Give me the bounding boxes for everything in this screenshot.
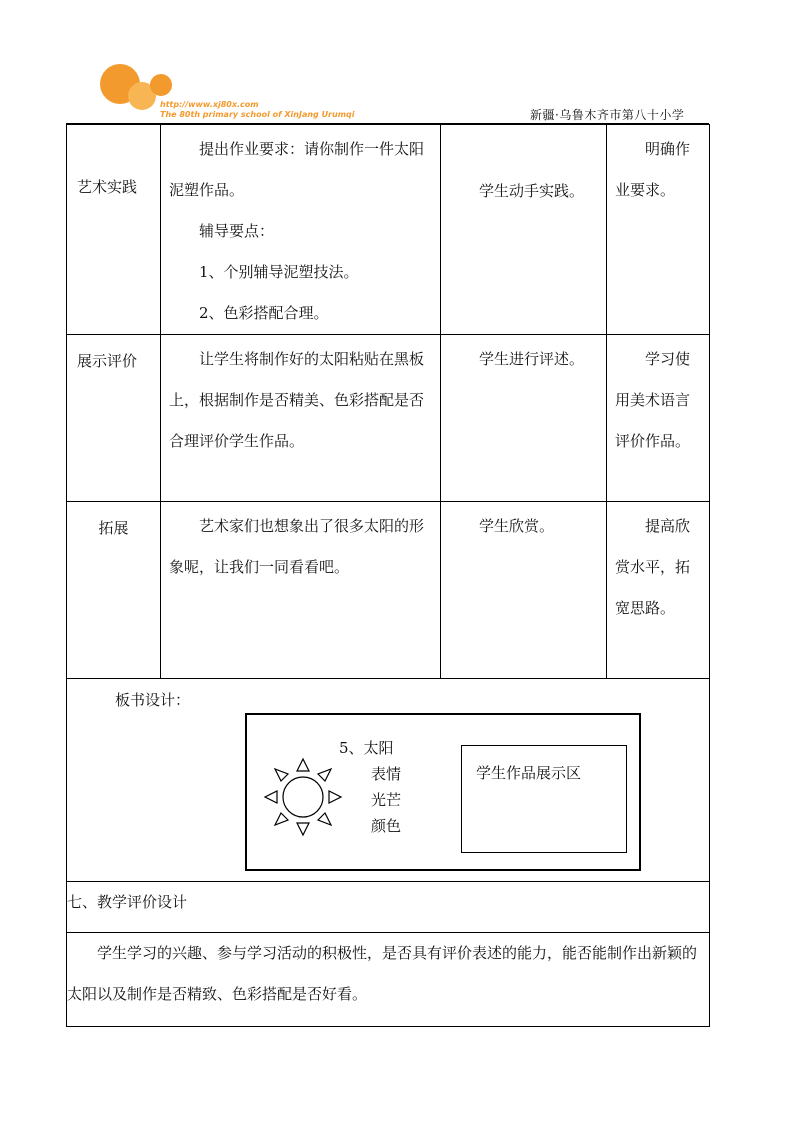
logo-circle-small	[150, 74, 172, 96]
student-activity-cell	[441, 502, 607, 679]
teacher-activity-cell	[161, 502, 441, 679]
student-activity: 学生欣赏。	[479, 517, 555, 535]
purpose-text: 学习使用美术语言评价作品。	[615, 350, 691, 450]
content-line: 2、色彩搭配合理。	[199, 304, 329, 322]
table-row	[67, 502, 710, 679]
student-works-label: 学生作品展示区	[476, 764, 582, 782]
evaluation-body: 学生学习的兴趣、参与学习活动的积极性，是否具有评价表述的能力，能否能制作出新颖的太阳以及制作是否精致、色彩搭配是否好看。	[67, 944, 698, 1003]
board-design-row	[67, 679, 710, 882]
board-line: 表情	[371, 765, 402, 783]
board-design-title: 板书设计：	[115, 691, 191, 709]
sun-icon	[259, 753, 347, 841]
student-activity: 学生动手实践。	[479, 182, 585, 200]
logo-school-text: The 80th primary school of XinJang Urumqi	[160, 110, 355, 119]
purpose-cell	[607, 125, 710, 335]
student-activity-cell	[441, 335, 607, 502]
row-label: 艺术实践	[67, 125, 161, 335]
board-line: 颜色	[371, 817, 402, 835]
content-line: 提出作业要求：请你制作一件太阳泥塑作品。	[169, 140, 425, 199]
evaluation-body-cell	[67, 933, 710, 1027]
school-name: 新疆·乌鲁木齐市第八十小学	[530, 108, 685, 122]
lesson-table	[66, 124, 710, 1027]
teacher-activity-cell	[161, 335, 441, 502]
school-logo	[96, 58, 386, 122]
board-line: 5、太阳	[339, 739, 394, 757]
student-works-area	[461, 745, 627, 853]
table-row	[67, 335, 710, 502]
evaluation-body-row	[67, 933, 710, 1027]
student-activity-cell	[441, 125, 607, 335]
board-text-lines	[339, 735, 401, 839]
table-row	[67, 125, 710, 335]
student-activity: 学生进行评述。	[479, 350, 585, 368]
blackboard-layout	[245, 713, 641, 871]
purpose-cell	[607, 335, 710, 502]
content-line: 1、个别辅导泥塑技法。	[199, 263, 359, 281]
content-line: 辅导要点：	[199, 222, 275, 240]
row-label: 展示评价	[67, 335, 161, 502]
evaluation-title-row	[67, 882, 710, 933]
logo-url[interactable]: http://www.xj80x.com	[160, 100, 259, 109]
content-line: 艺术家们也想象出了很多太阳的形象呢，让我们一同看看吧。	[169, 517, 425, 576]
board-line: 光芒	[371, 791, 402, 809]
purpose-text: 明确作业要求。	[615, 140, 691, 199]
evaluation-title: 七、教学评价设计	[67, 882, 710, 933]
board-design-cell	[67, 679, 710, 882]
purpose-cell	[607, 502, 710, 679]
content-line: 让学生将制作好的太阳粘贴在黑板上，根据制作是否精美、色彩搭配是否合理评价学生作品。	[169, 350, 425, 450]
purpose-text: 提高欣赏水平，拓宽思路。	[615, 517, 691, 617]
row-label: 拓展	[67, 502, 161, 679]
teacher-activity-cell	[161, 125, 441, 335]
